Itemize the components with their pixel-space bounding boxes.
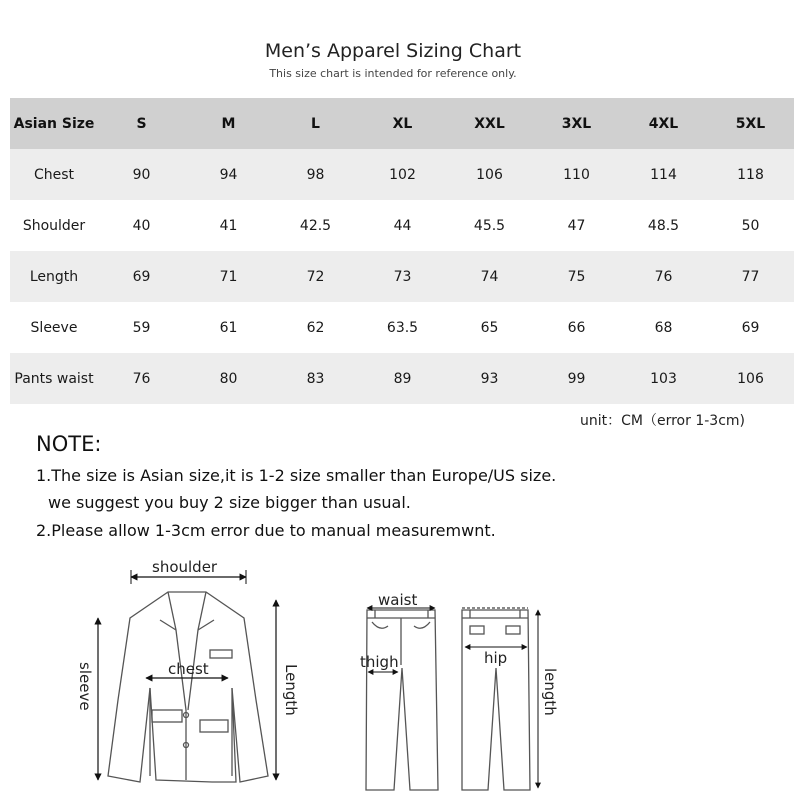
table-cell: 48.5 [620,200,707,251]
table-cell: 45.5 [446,200,533,251]
note-line-1b: we suggest you buy 2 size bigger than usual. [48,493,411,512]
row-label: Length [10,251,98,302]
table-row [10,353,794,404]
table-row [10,302,794,353]
table-row [10,149,794,200]
table-cell: 76 [98,353,185,404]
row-label: Chest [10,149,98,200]
table-cell: 76 [620,251,707,302]
table-cell: 63.5 [359,302,446,353]
table-cell: 80 [185,353,272,404]
label-sleeve: sleeve [76,662,94,711]
col-header-size: 4XL [620,98,707,149]
table-cell: 83 [272,353,359,404]
label-waist: waist [378,591,418,609]
table-cell: 59 [98,302,185,353]
label-thigh: thigh [360,653,399,671]
table-cell: 73 [359,251,446,302]
col-header-size: XXL [446,98,533,149]
size-table [10,98,794,404]
table-cell: 89 [359,353,446,404]
table-cell: 68 [620,302,707,353]
unit-note: unit：CM（error 1-3cm) [580,413,745,429]
table-cell: 65 [446,302,533,353]
table-cell: 40 [98,200,185,251]
table-cell: 99 [533,353,620,404]
pants-front-icon [366,610,438,790]
row-label: Shoulder [10,200,98,251]
table-row [10,251,794,302]
table-cell: 47 [533,200,620,251]
label-length: Length [282,664,300,716]
row-label: Sleeve [10,302,98,353]
col-header-size: L [272,98,359,149]
chart-title: Men’s Apparel Sizing Chart [264,40,522,62]
table-cell: 75 [533,251,620,302]
col-header-size: 3XL [533,98,620,149]
chart-subtitle: This size chart is intended for reference only. [269,67,517,80]
table-cell: 41 [185,200,272,251]
table-cell: 106 [446,149,533,200]
col-header-asian-size: Asian Size [10,98,98,149]
table-cell: 66 [533,302,620,353]
col-header-size: S [98,98,185,149]
table-cell: 71 [185,251,272,302]
table-cell: 103 [620,353,707,404]
col-header-size: M [185,98,272,149]
note-line-2: 2.Please allow 1-3cm error due to manual measuremwnt. [36,521,496,540]
suit-jacket-icon [108,592,268,782]
table-cell: 61 [185,302,272,353]
label-pants-length: length [541,668,559,716]
table-cell: 42.5 [272,200,359,251]
table-cell: 110 [533,149,620,200]
table-cell: 93 [446,353,533,404]
table-cell: 62 [272,302,359,353]
table-cell: 94 [185,149,272,200]
pants-back-icon [462,610,530,790]
size-table-header [10,98,794,149]
table-cell: 106 [707,353,794,404]
table-cell: 69 [98,251,185,302]
col-header-size: XL [359,98,446,149]
table-cell: 102 [359,149,446,200]
label-hip: hip [484,649,508,667]
table-cell: 90 [98,149,185,200]
table-cell: 44 [359,200,446,251]
note-line-1: 1.The size is Asian size,it is 1-2 size smaller than Europe/US size. [36,466,557,485]
table-cell: 72 [272,251,359,302]
note-title: NOTE: [36,432,102,456]
table-cell: 114 [620,149,707,200]
table-cell: 118 [707,149,794,200]
table-cell: 77 [707,251,794,302]
table-cell: 74 [446,251,533,302]
table-cell: 98 [272,149,359,200]
row-label: Pants waist [10,353,98,404]
measurement-diagram [0,550,800,800]
col-header-size: 5XL [707,98,794,149]
table-row [10,200,794,251]
size-table-body [10,149,794,404]
table-cell: 69 [707,302,794,353]
label-shoulder: shoulder [152,558,218,576]
table-cell: 50 [707,200,794,251]
label-chest: chest [168,660,209,678]
